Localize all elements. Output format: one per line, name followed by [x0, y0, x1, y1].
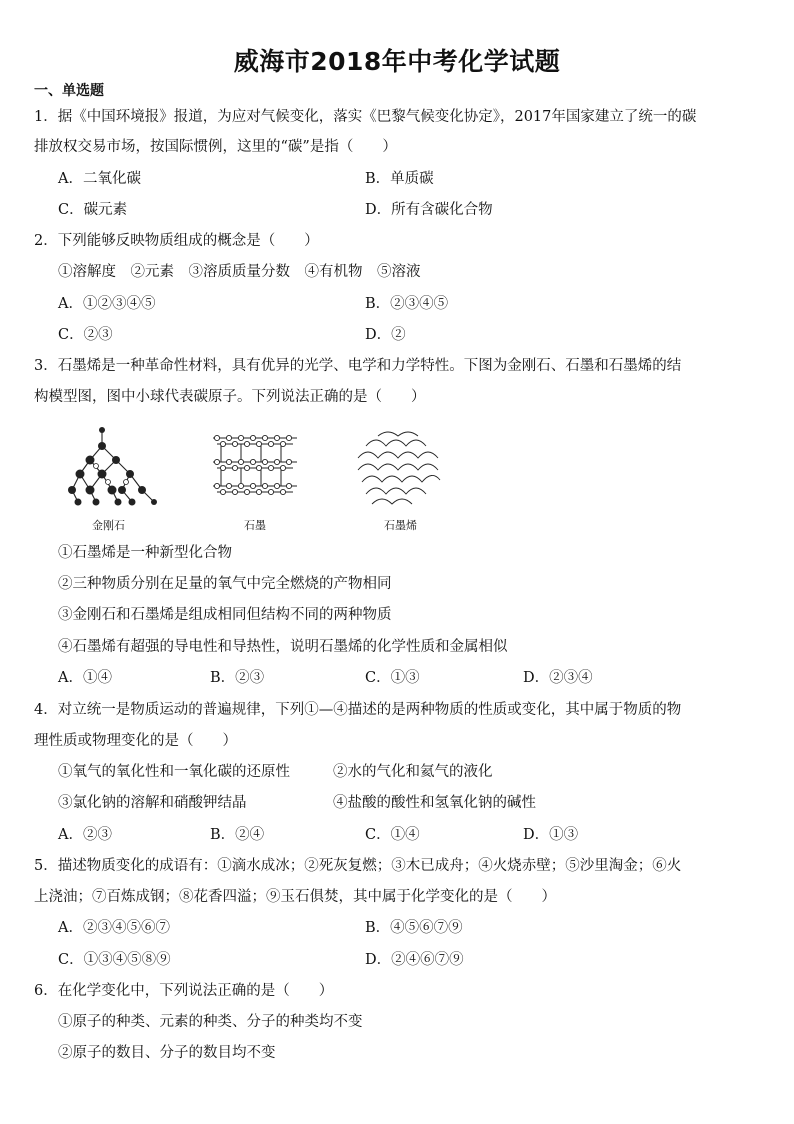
- q6-statement-1: ①原子的种类、元素的种类、分子的种类均不变: [58, 1014, 363, 1030]
- q3-stem-line1: 3．石墨烯是一种革命性材料，具有优异的光学、电学和力学特性。下图为金刚石、石墨和石墨烯的结: [34, 358, 682, 374]
- q3-option-d: D．②③④: [523, 670, 593, 686]
- q2-option-a: A．①②③④⑤: [58, 296, 156, 312]
- q1-stem-line1: 1．据《中国环境报》报道，为应对气候变化，落实《巴黎气候变化协定》，2017年国家建立了统一的碳: [34, 109, 697, 125]
- q3-option-a: A．①④: [58, 670, 112, 686]
- q2-option-d: D．②: [365, 327, 406, 343]
- q1-stem-line2: 排放权交易市场，按国际惯例，这里的“碳”是指（ ）: [34, 139, 397, 155]
- q2-stem: 2．下列能够反映物质组成的概念是（ ）: [34, 233, 319, 249]
- graphite-structure-image: [211, 430, 301, 510]
- q2-items: ①溶解度 ②元素 ③溶质质量分数 ④有机物 ⑤溶液: [58, 264, 421, 280]
- q4-stem-line2: 理性质或物理变化的是（ ）: [34, 733, 237, 749]
- q1-option-c: C．碳元素: [58, 202, 128, 218]
- q4-option-c: C．①④: [365, 827, 420, 843]
- q4-option-d: D．①③: [523, 827, 579, 843]
- graphene-structure-image: [356, 428, 441, 510]
- diamond-structure-image: [66, 420, 166, 512]
- q5-option-c: C．①③④⑤⑧⑨: [58, 952, 171, 968]
- q5-stem-line1: 5．描述物质变化的成语有：①滴水成冰；②死灰复燃；③木已成舟；④火烧赤壁；⑤沙里淘金；⑥火: [34, 858, 682, 874]
- q4-stem-line1: 4．对立统一是物质运动的普遍规律，下列①—④描述的是两种物质的性质或变化，其中属于物质的物: [34, 702, 682, 718]
- q2-option-c: C．②③: [58, 327, 113, 343]
- q3-option-c: C．①③: [365, 670, 420, 686]
- q1-option-b: B．单质碳: [365, 171, 434, 187]
- q1-option-d: D．所有含碳化合物: [365, 202, 493, 218]
- carbon-structures-figure: [66, 420, 466, 535]
- diamond-caption: 金刚石: [92, 519, 125, 532]
- q2-option-b: B．②③④⑤: [365, 296, 449, 312]
- graphite-caption: 石墨: [244, 519, 266, 532]
- graphene-caption: 石墨烯: [384, 519, 417, 532]
- q3-statement-2: ②三种物质分别在足量的氧气中完全燃烧的产物相同: [58, 576, 392, 592]
- q4-option-b: B．②④: [210, 827, 265, 843]
- q4-statement-4: ④盐酸的酸性和氢氧化钠的碱性: [333, 795, 536, 811]
- q4-statement-3: ③氯化钠的溶解和硝酸钾结晶: [58, 795, 247, 811]
- q3-statement-1: ①石墨烯是一种新型化合物: [58, 545, 232, 561]
- q5-option-d: D．②④⑥⑦⑨: [365, 952, 464, 968]
- q5-option-b: B．④⑤⑥⑦⑨: [365, 920, 463, 936]
- q3-stem-line2: 构模型图，图中小球代表碳原子。下列说法正确的是（ ）: [34, 389, 426, 405]
- section-heading: 一、单选题: [34, 83, 104, 99]
- q3-statement-4: ④石墨烯有超强的导电性和导热性，说明石墨烯的化学性质和金属相似: [58, 639, 508, 655]
- q6-stem: 6．在化学变化中，下列说法正确的是（ ）: [34, 983, 334, 999]
- q4-option-a: A．②③: [58, 827, 112, 843]
- q1-option-a: A．二氧化碳: [58, 171, 141, 187]
- q5-stem-line2: 上浇油；⑦百炼成钢；⑧花香四溢；⑨玉石俱焚，其中属于化学变化的是（ ）: [34, 889, 556, 905]
- q3-statement-3: ③金刚石和石墨烯是组成相同但结构不同的两种物质: [58, 607, 392, 623]
- q4-statement-2: ②水的气化和氦气的液化: [333, 764, 493, 780]
- q6-statement-2: ②原子的数目、分子的数目均不变: [58, 1045, 276, 1061]
- q3-option-b: B．②③: [210, 670, 265, 686]
- q5-option-a: A．②③④⑤⑥⑦: [58, 920, 170, 936]
- page-title: 威海市2018年中考化学试题: [233, 47, 561, 76]
- q4-statement-1: ①氧气的氧化性和一氧化碳的还原性: [58, 764, 290, 780]
